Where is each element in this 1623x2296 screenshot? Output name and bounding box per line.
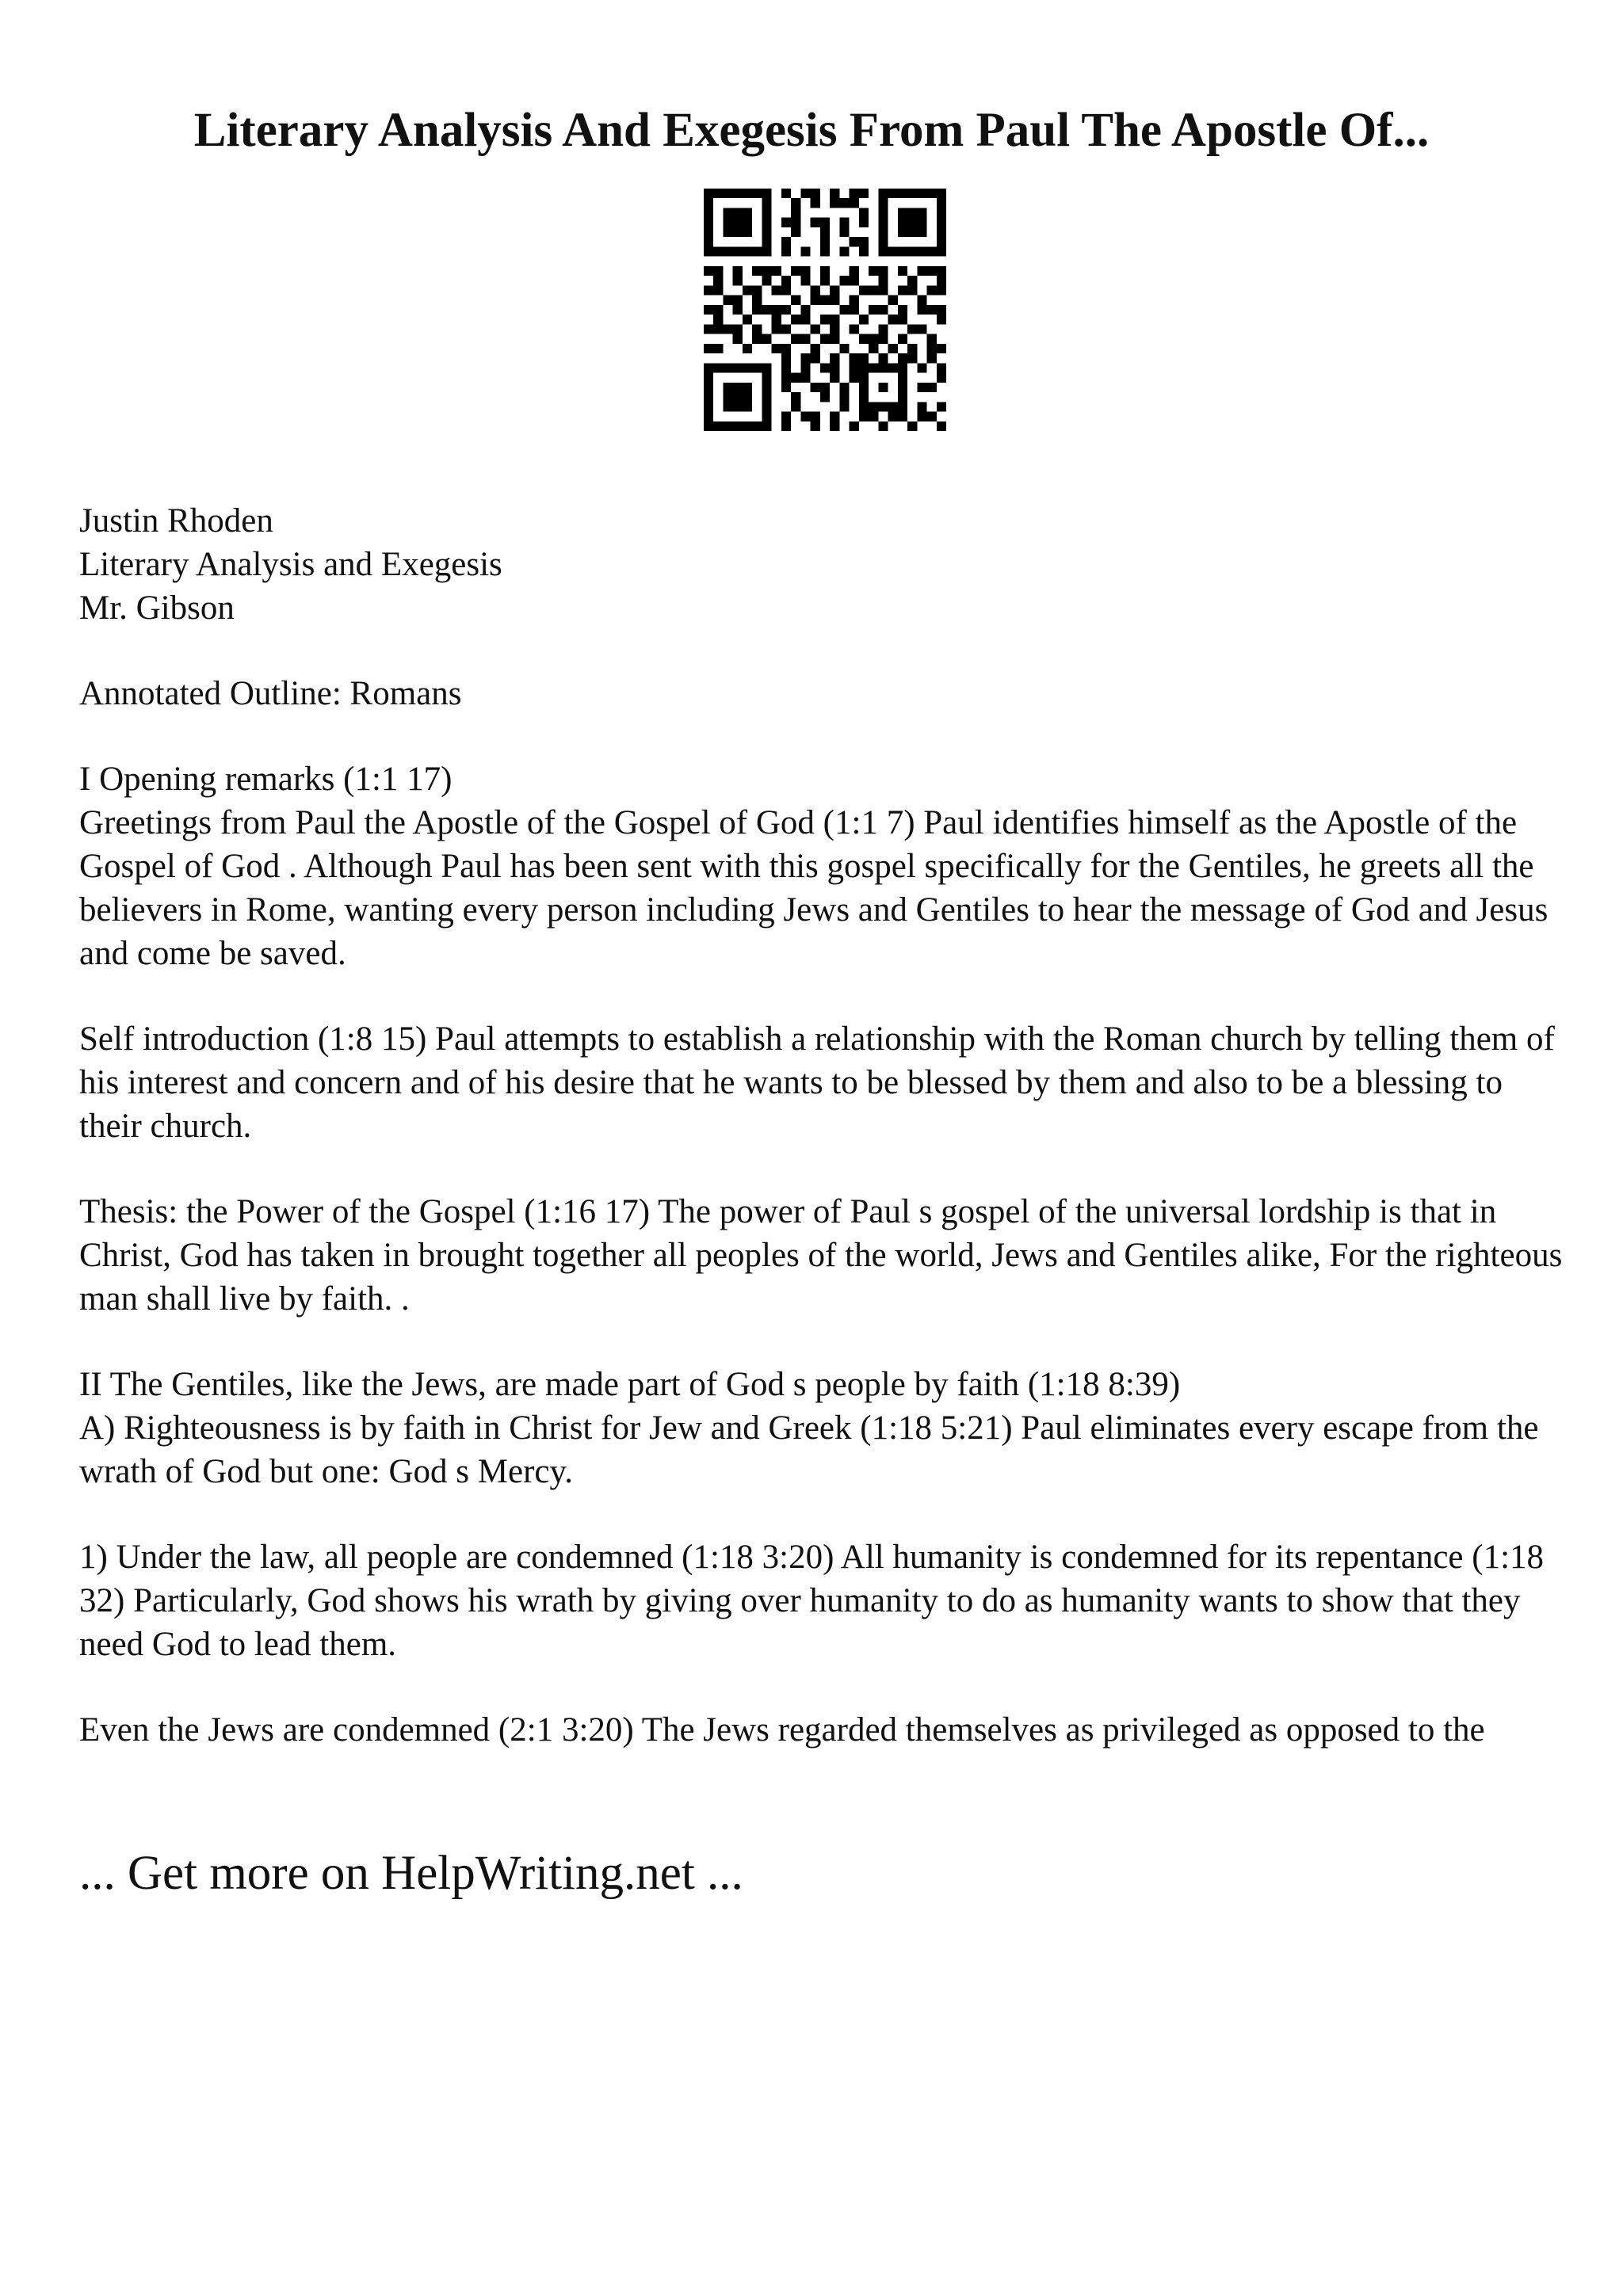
qr-code-icon (704, 189, 946, 431)
paragraph: Greetings from Paul the Apostle of the Gospel of God (1:1 7) Paul identifies himself as the Apostle of the Gospel of God . Although Paul has been sent with this gospel specifically for the Gentiles, he greets all the believers in Rome, wanting every person including Jews and Gentiles to hear the message of God and Jesus and come be saved. (79, 804, 1549, 972)
paragraph: A) Righteousness is by faith in Christ for Jew and Greek (1:18 5:21) Paul eliminates every escape from the wrath of God but one: God s Mercy. (79, 1409, 1539, 1490)
paragraph: Thesis: the Power of the Gospel (1:16 17) The power of Paul s gospel of the universal lordship is that in Christ, God has taken in brought together all peoples of the world, Jews and Gentiles alike, For the righteous man shall live by faith. . (79, 1193, 1563, 1318)
paragraph: 1) Under the law, all people are condemned (1:18 3:20) All humanity is condemned for its repentance (1:18 32) Particularly, God shows his wrath by giving over humanity to do as humanity wants to show that they need God to lead them. (79, 1539, 1545, 1663)
instructor-line: Mr. Gibson (79, 589, 235, 627)
section-heading: II The Gentiles, like the Jews, are made part of God s people by faith (1:18 8:39) (79, 1366, 1181, 1403)
document-title: Literary Analysis And Exegesis From Paul The Apostle Of... (193, 104, 1430, 157)
paragraph: Self introduction (1:8 15) Paul attempts to establish a relationship with the Roman church by telling them of his interest and concern and of his desire that he wants to be blessed by them and also to be a blessing to their church. (79, 1020, 1555, 1145)
course-line: Literary Analysis and Exegesis (79, 546, 502, 583)
author-line: Justin Rhoden (79, 502, 273, 540)
paragraph: Even the Jews are condemned (2:1 3:20) The Jews regarded themselves as privileged as opposed to the (79, 1711, 1485, 1749)
section-heading: I Opening remarks (1:1 17) (79, 761, 453, 798)
outline-title: Annotated Outline: Romans (79, 675, 462, 712)
get-more-link[interactable]: ... Get more on HelpWriting.net ... (79, 1847, 743, 1900)
document-body (79, 499, 1569, 1752)
